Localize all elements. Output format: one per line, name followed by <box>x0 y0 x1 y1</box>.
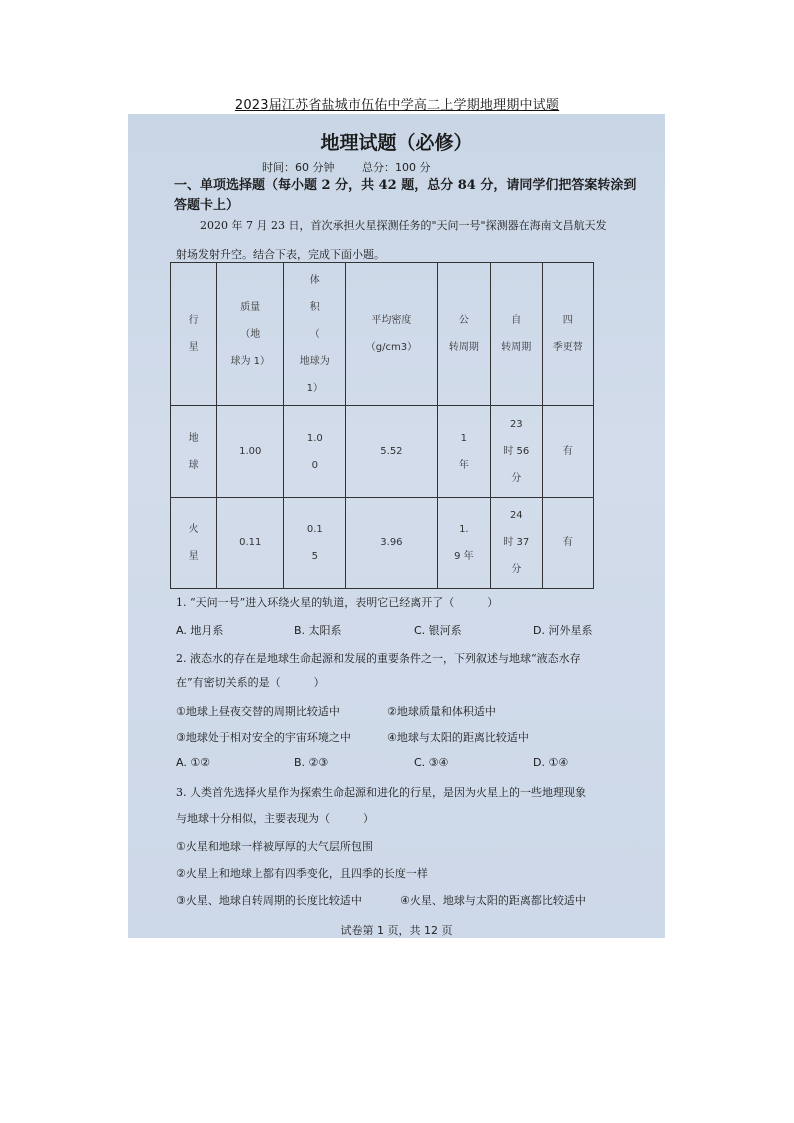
q2-item-1: ①地球上昼夜交替的周期比较适中 <box>176 705 340 718</box>
planet-comparison-table <box>170 262 594 589</box>
q2-item-4: ④地球与太阳的距离比较适中 <box>387 731 529 744</box>
header-cell: 自 转周期 <box>491 263 542 406</box>
q1-option-c: C. 银河系 <box>414 624 462 637</box>
q3-item-4: ④火星、地球与太阳的距离都比较适中 <box>400 894 586 907</box>
q2-option-b: B. ②③ <box>294 756 329 769</box>
table-cell: 0.11 <box>217 497 284 588</box>
header-cell: 行 星 <box>171 263 217 406</box>
table-header-row <box>171 263 594 406</box>
table-cell: 24 时 37 分 <box>491 497 542 588</box>
q2-item-3: ③地球处于相对安全的宇宙环境之中 <box>176 731 351 744</box>
q2-option-a: A. ①② <box>176 756 211 769</box>
header-cell: 四 季更替 <box>542 263 593 406</box>
table-row <box>171 497 594 588</box>
q3-item-1: ①火星和地球一样被厚厚的大气层所包围 <box>176 840 373 853</box>
table-cell: 地 球 <box>171 406 217 497</box>
header-cell: 平均密度 （g/cm3） <box>346 263 437 406</box>
table-row <box>171 406 594 497</box>
q1-option-d: D. 河外星系 <box>533 624 593 637</box>
q3-item-2: ②火星上和地球上都有四季变化，且四季的长度一样 <box>176 867 428 880</box>
intro-line-1: 2020 年 7 月 23 日，首次承担火星探测任务的"天问一号"探测器在海南文昌航天发 <box>200 219 607 232</box>
q3-item-3: ③火星、地球自转周期的长度比较适中 <box>176 894 362 907</box>
table-cell: 0.1 5 <box>284 497 346 588</box>
q2-item-2: ②地球质量和体积适中 <box>387 705 496 718</box>
table-cell: 1 年 <box>437 406 491 497</box>
exam-score: 总分：100 分 <box>362 161 431 174</box>
question-3-stem-line-2: 与地球十分相似，主要表现为（ ） <box>176 812 374 825</box>
intro-line-2: 射场发射升空。结合下表，完成下面小题。 <box>176 248 385 261</box>
table-cell: 1.0 0 <box>284 406 346 497</box>
exam-time: 时间：60 分钟 <box>262 161 335 174</box>
exam-title: 地理试题（必修） <box>320 132 473 154</box>
header-cell: 质量 （地 球为 1） <box>217 263 284 406</box>
table-cell: 有 <box>542 497 593 588</box>
table-cell: 23 时 56 分 <box>491 406 542 497</box>
header-cell: 公 转周期 <box>437 263 491 406</box>
table-cell: 3.96 <box>346 497 437 588</box>
document-title: 2023届江苏省盐城市伍佑中学高二上学期地理期中试题 <box>234 98 560 113</box>
table-cell: 火 星 <box>171 497 217 588</box>
table-cell: 1. 9 年 <box>437 497 491 588</box>
q1-option-b: B. 太阳系 <box>294 624 342 637</box>
q1-option-a: A. 地月系 <box>176 624 224 637</box>
q2-option-c: C. ③④ <box>414 756 449 769</box>
page-footer: 试卷第 1 页，共 12 页 <box>340 924 453 937</box>
section-heading: 一、单项选择题（每小题 2 分，共 42 题，总分 84 分，请同学们把答案转涂到答题卡上） <box>174 178 637 213</box>
q2-option-d: D. ①④ <box>533 756 569 769</box>
question-1-stem: 1. “天问一号”进入环绕火星的轨道，表明它已经离开了（ ） <box>176 596 499 609</box>
exam-page-photo <box>128 114 665 938</box>
question-2-stem-line-1: 2. 液态水的存在是地球生命起源和发展的重要条件之一，下列叙述与地球“液态水存 <box>176 652 581 665</box>
header-cell: 体 积 （ 地球为 1） <box>284 263 346 406</box>
table-cell: 1.00 <box>217 406 284 497</box>
question-2-stem-line-2: 在”有密切关系的是（ ） <box>176 676 325 689</box>
table-cell: 5.52 <box>346 406 437 497</box>
table-cell: 有 <box>542 406 593 497</box>
question-3-stem-line-1: 3. 人类首先选择火星作为探索生命起源和进化的行星，是因为火星上的一些地理现象 <box>176 786 586 799</box>
